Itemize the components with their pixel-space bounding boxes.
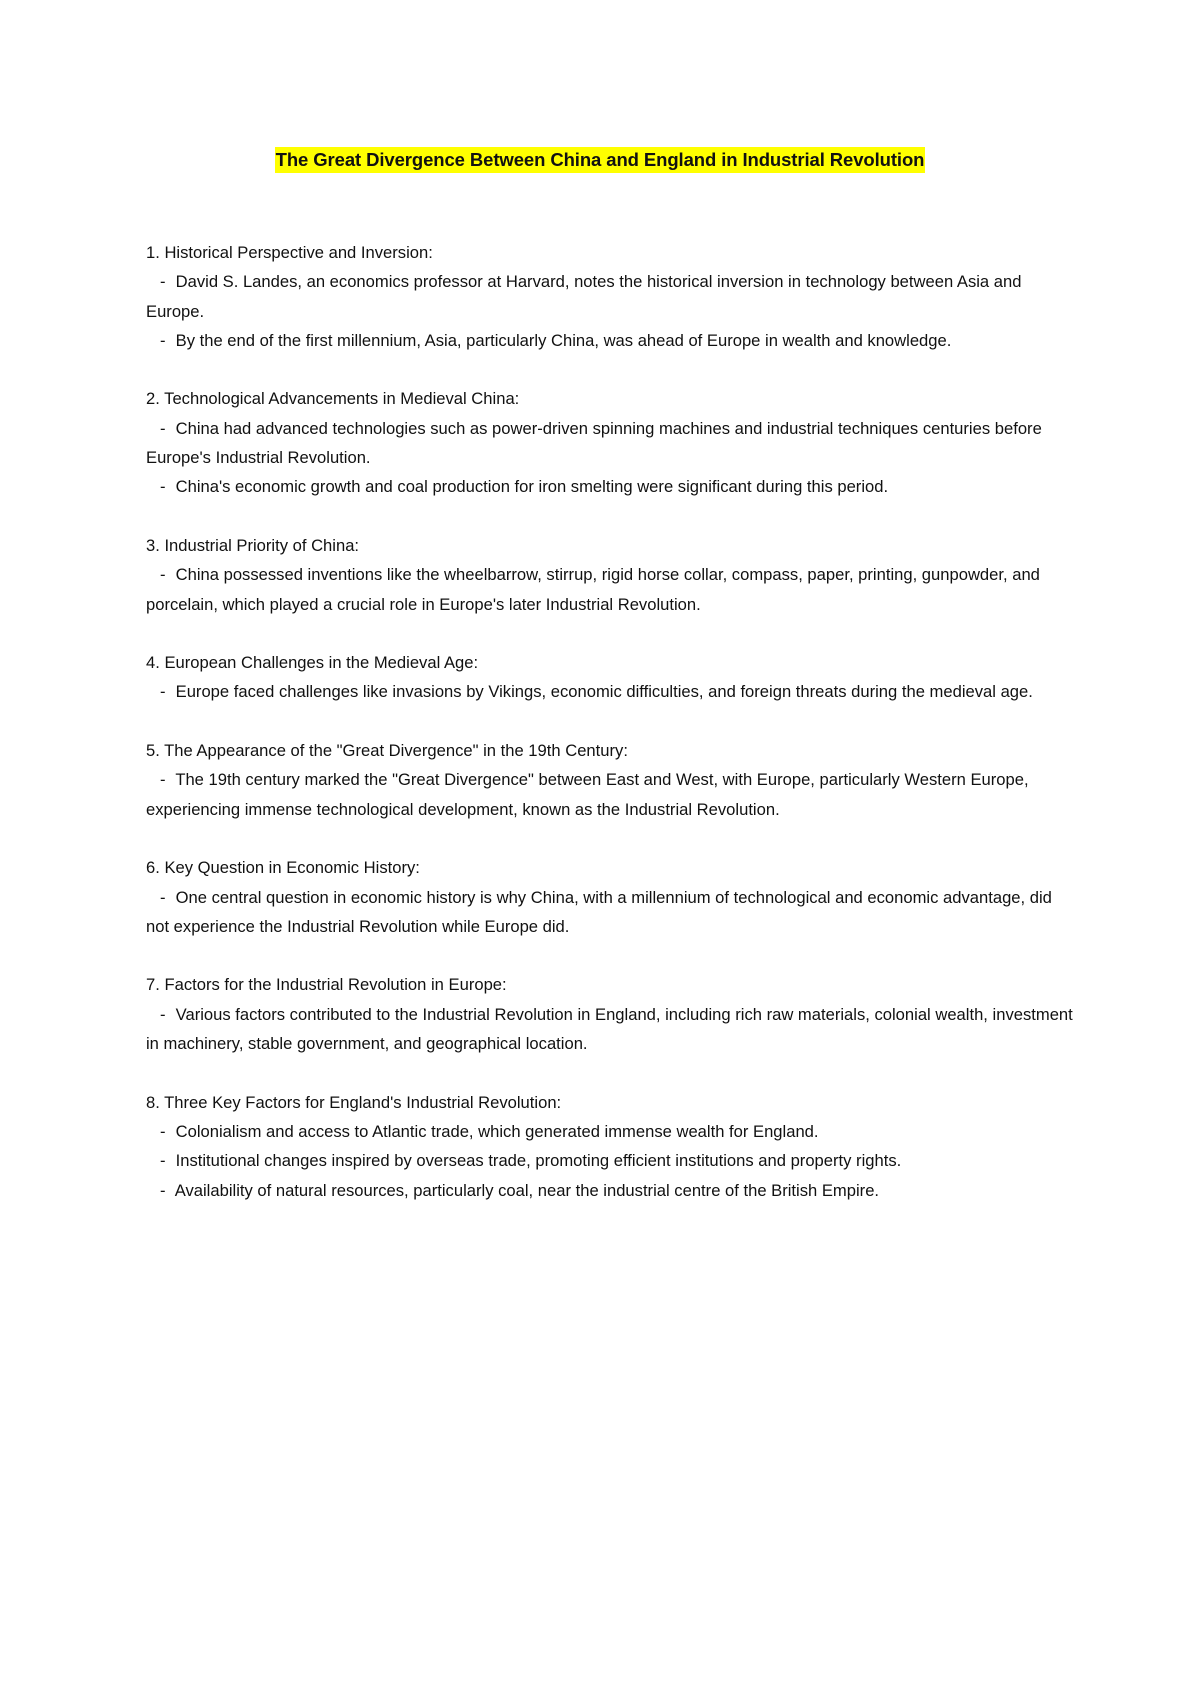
section-heading: 1. Historical Perspective and Inversion:	[146, 243, 433, 262]
bullet-text: Colonialism and access to Atlantic trade, which generated immense wealth for England.	[175, 1121, 819, 1141]
document-body	[146, 238, 1076, 1234]
bullet-item	[146, 414, 1076, 473]
section-heading: 8. Three Key Factors for England's Industrial Revolution:	[146, 1092, 562, 1112]
section-heading: 2. Technological Advancements in Medieval China:	[146, 389, 520, 409]
bullet-item	[146, 1000, 1076, 1059]
bullet-text: By the end of the first millennium, Asia, particularly China, was ahead of Europe in wealth and knowledge.	[175, 330, 952, 350]
bullet-item	[146, 883, 1076, 942]
bullet-text: Europe faced challenges like invasions by Vikings, economic difficulties, and foreign threats during the medieval age.	[175, 682, 1033, 702]
bullet-text: Institutional changes inspired by overseas trade, promoting efficient institutions and property rights.	[175, 1151, 902, 1171]
bullet-text: One central question in economic history is why China, with a millennium of technological and economic advantage, did not experience the Industrial Revolution while Europe did.	[146, 887, 1052, 936]
bullet-dash: -	[160, 330, 166, 350]
bullet-item	[146, 765, 1076, 824]
bullet-dash: -	[160, 1180, 166, 1200]
bullet-item	[146, 472, 1076, 501]
bullet-item	[146, 326, 1076, 355]
section-8	[146, 1088, 1076, 1205]
bullet-item	[146, 1146, 1076, 1175]
bullet-text: China had advanced technologies such as power-driven spinning machines and industrial techniques centuries before Europe's Industrial Revolution.	[146, 418, 1042, 468]
section-3	[146, 531, 1076, 619]
bullet-dash: -	[160, 682, 166, 702]
bullet-dash: -	[160, 418, 166, 438]
bullet-text: The 19th century marked the "Great Divergence" between East and West, with Europe, particularly Western Europe, experiencing immense technological development, known as the Industrial Revolution.	[146, 770, 1029, 819]
bullet-text: Availability of natural resources, particularly coal, near the industrial centre of the British Empire.	[174, 1180, 880, 1200]
bullet-dash: -	[160, 477, 166, 497]
bullet-text: China's economic growth and coal production for iron smelting were significant during this period.	[175, 477, 889, 497]
bullet-dash: -	[160, 1004, 166, 1024]
bullet-dash: -	[160, 272, 166, 292]
section-heading: 5. The Appearance of the "Great Divergence" in the 19th Century:	[146, 741, 628, 761]
section-heading: 6. Key Question in Economic History:	[146, 858, 420, 878]
bullet-item	[146, 560, 1076, 619]
section-heading: 7. Factors for the Industrial Revolution in Europe:	[146, 975, 507, 995]
section-2	[146, 384, 1076, 501]
bullet-dash: -	[160, 1121, 166, 1141]
bullet-dash: -	[160, 887, 166, 907]
bullet-text: Various factors contributed to the Industrial Revolution in England, including rich raw materials, colonial wealth, investment in machinery, stable government, and geographical location.	[146, 1004, 1073, 1054]
bullet-item	[146, 1176, 1076, 1205]
bullet-dash: -	[160, 1151, 166, 1171]
section-1	[146, 238, 1076, 355]
bullet-text: David S. Landes, an economics professor at Harvard, notes the historical inversion in technology between Asia and Europe.	[146, 272, 1022, 321]
section-5	[146, 736, 1076, 824]
bullet-dash: -	[160, 565, 166, 585]
section-4	[146, 648, 1076, 707]
section-heading: 4. European Challenges in the Medieval Age:	[146, 653, 479, 673]
bullet-item	[146, 267, 1076, 326]
document-title: The Great Divergence Between China and England in Industrial Revolution	[275, 147, 926, 173]
bullet-item	[146, 1117, 1076, 1146]
bullet-dash: -	[160, 770, 166, 790]
bullet-text: China possessed inventions like the wheelbarrow, stirrup, rigid horse collar, compass, paper, printing, gunpowder, and porcelain, which played a crucial role in Europe's later Industrial Revolution.	[146, 565, 1040, 614]
title-container	[0, 147, 1200, 175]
section-heading: 3. Industrial Priority of China:	[146, 535, 360, 555]
section-7	[146, 970, 1076, 1058]
section-6	[146, 853, 1076, 941]
bullet-item	[146, 677, 1076, 706]
